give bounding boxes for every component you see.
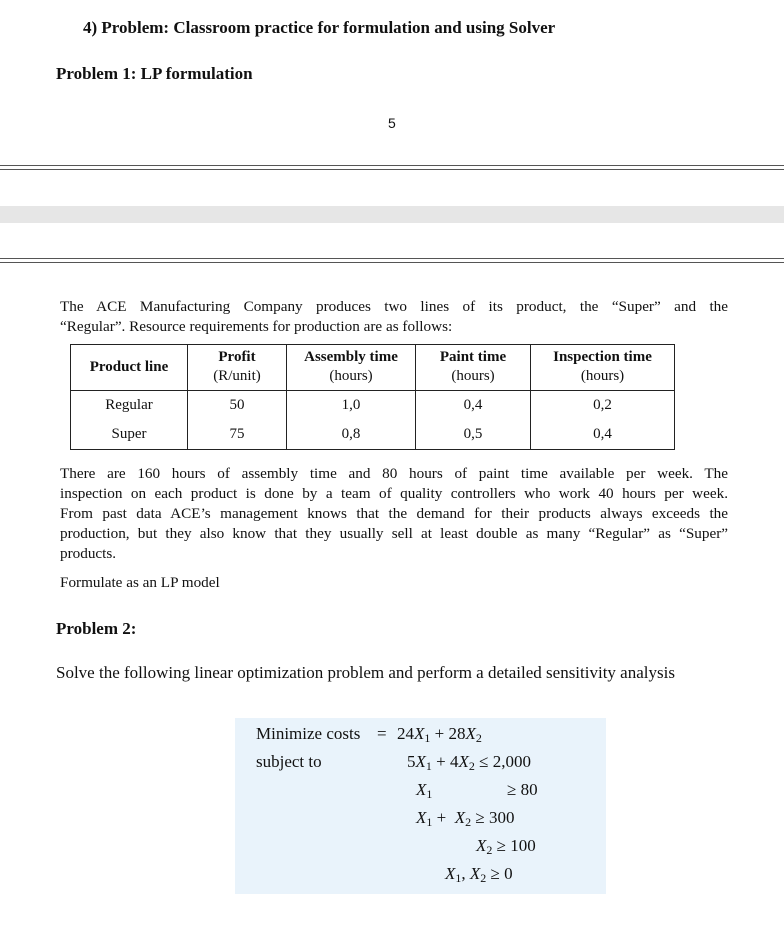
- table-cell: Super: [71, 420, 188, 450]
- equals-sign: =: [377, 724, 387, 743]
- divider-line: [0, 258, 784, 259]
- lp-model-box: [235, 718, 606, 894]
- divider-line: [0, 169, 784, 170]
- constraint-4: $X_2 \ge 100$: [476, 836, 536, 857]
- formulate-instruction: Formulate as an LP model: [60, 574, 220, 591]
- description-line: products.: [60, 545, 117, 562]
- table-row: [71, 391, 675, 421]
- constraint-3: $X_1 + X_2 \ge 300$: [416, 808, 515, 829]
- header-profit: Profit (R/unit): [188, 345, 287, 391]
- table-cell: 50: [188, 391, 287, 421]
- table-cell: 0,4: [531, 420, 675, 450]
- divider-line: [0, 165, 784, 166]
- description-paragraph: [60, 464, 728, 564]
- table-cell: 0,2: [531, 391, 675, 421]
- header-assembly-time: Assembly time (hours): [287, 345, 416, 391]
- constraint-2-rhs: ≥ 80: [507, 780, 538, 799]
- intro-line: The ACE Manufacturing Company produces two lines of its product, the “Super” and the: [60, 298, 728, 315]
- section-heading: 4) Problem: Classroom practice for formulation and using Solver: [83, 18, 556, 37]
- subject-to-label: subject to: [256, 752, 322, 771]
- divider-line: [0, 262, 784, 263]
- problem2-heading: Problem 2:: [56, 619, 137, 638]
- intro-paragraph: [60, 297, 728, 337]
- page-number: 5: [388, 115, 396, 131]
- description-line: inspection on each product is done by a team of quality controllers who work 40 hours per week.: [60, 485, 728, 502]
- intro-line: “Regular”. Resource requirements for production are as follows:: [60, 318, 453, 335]
- table-header-row: [71, 345, 675, 391]
- header-product-line: Product line: [71, 345, 188, 391]
- table-row: [71, 420, 675, 450]
- description-line: There are 160 hours of assembly time and 80 hours of paint time available per week. The: [60, 465, 728, 482]
- table-cell: Regular: [71, 391, 188, 421]
- resource-table: [70, 344, 675, 450]
- header-inspection-time: Inspection time (hours): [531, 345, 675, 391]
- problem1-heading: Problem 1: LP formulation: [56, 64, 253, 83]
- constraint-1: $5X_1 + 4X_2 \le 2,000$: [407, 752, 531, 773]
- table-cell: 1,0: [287, 391, 416, 421]
- nonnegativity-constraint: $X_1$, $X_2 \ge 0$: [445, 864, 513, 885]
- objective-label: Minimize costs: [256, 724, 361, 743]
- description-line: production, but they also know that they usually sell at least double as many “Regular” as “Super”: [60, 525, 728, 542]
- table-cell: 0,8: [287, 420, 416, 450]
- problem2-instruction: Solve the following linear optimization problem and perform a detailed sensitivity analysis: [56, 663, 675, 682]
- page-break-band: [0, 206, 784, 223]
- table-cell: 0,4: [416, 391, 531, 421]
- constraint-2-lhs: $X_1$: [416, 780, 433, 801]
- table-cell: 75: [188, 420, 287, 450]
- header-paint-time: Paint time (hours): [416, 345, 531, 391]
- objective-function: $24X_1 + 28X_2$: [397, 724, 482, 745]
- description-line: From past data ACE’s management knows that the demand for their products always exceeds the: [60, 505, 728, 522]
- table-cell: 0,5: [416, 420, 531, 450]
